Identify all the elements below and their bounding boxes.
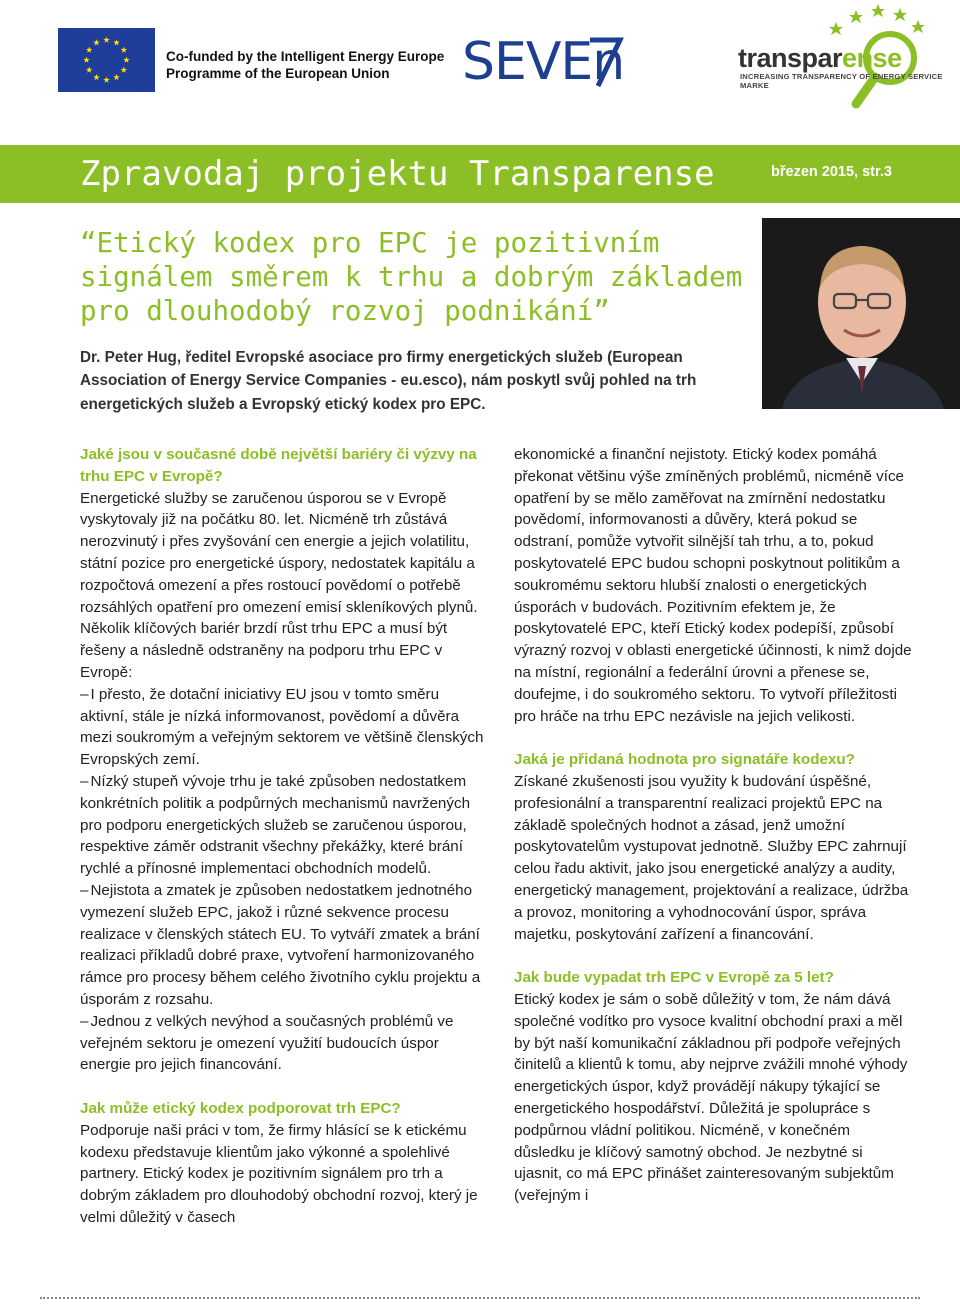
- eu-flag-icon: [58, 28, 155, 92]
- right-column: [514, 444, 914, 1207]
- answer-five-years: Etický kodex je sám o sobě důležitý v tom, že nám dává společné vodítko pro vysoce kvalitní obchodní praxi a měl by být naší komunikační základnou při podpoře veřejných činitelů a klientů k tomu, aby nejprve zvážili mnohé výhody energetických úspor, když provádějí nákupy týkající se energetického hospodářství. Důležitá je spolupráce s podpůrnou vládní politikou. Nicméně, v konečném důsledku je klíčový samotný obchod. Je nezbytné si ujasnit, co má EPC přinášet zainteresovaným subjektům (veřejným i: [514, 990, 908, 1205]
- spacer: [514, 945, 914, 967]
- article-lede: Dr. Peter Hug, ředitel Evropské asociace pro firmy energetických služeb (European Association of Energy Service Companies - eu.esco), nám poskytl svůj pohled na trh energetických služeb a Evropský etický kodex pro EPC.: [80, 349, 697, 413]
- wordmark-prefix: transpar: [738, 43, 843, 73]
- header-logos: [0, 0, 960, 112]
- transparense-wordmark: [738, 42, 902, 74]
- answer-code-support: Podporuje naši práci v tom, že firmy hlásící se k etickému kodexu představuje klientům jako výkonné a spolehlivé partnery. Etický kodex je pozitivním signálem pro trh a dobrým základem pro dlouhodobý obchodní rozvoj, který je velmi důležitý v časech: [80, 1121, 478, 1226]
- transparense-logo: [738, 0, 960, 112]
- newsletter-banner: [0, 145, 960, 203]
- left-column: [80, 444, 488, 1229]
- issue-date: březen 2015, str.3: [771, 164, 892, 180]
- cofund-line-1: Co-funded by the Intelligent Energy Europe: [166, 49, 445, 64]
- cofund-line-2: Programme of the European Union: [166, 66, 390, 81]
- spacer: [80, 1076, 488, 1098]
- barrier-item-definition: – Nejistota a zmatek je způsoben nedostatkem jednotného vymezení služeb EPC, jakož i různé sekvence procesu realizace v členských státech EU. To vytváří zmatek a brání realizaci příkladů dobré praxe, vytvoření harmonizovaného rámce pro procesy během celého životního cyklu projektu a úsporám z rozsahu.: [80, 880, 488, 1011]
- transparense-tagline: INCREASING TRANSPARENCY OF ENERGY SERVICE MARKE: [740, 72, 943, 90]
- question-five-years: Jak bude vypadat trh EPC v Evropě za 5 let?: [514, 969, 834, 987]
- barrier-item-public-sector: – Jednou z velkých nevýhod a současných problémů ve veřejném sektoru je omezení využití budoucích úspor energie pro jejich financování.: [80, 1011, 488, 1076]
- barrier-item-policy: – Nízký stupeň vývoje trhu je také způsoben nedostatkem konkrétních politik a podpůrných mechanismů navržených pro podporu energetických služeb se zaručenou úsporou, respektive záměr odstranit všechny překážky, které brání rychlé a přínosné implementaci obchodních modelů.: [80, 771, 488, 880]
- answer-code-support-continued: ekonomické a finanční nejistoty. Etický kodex pomáhá překonat většinu výše zmíněných problémů, nicméně více opatření by se mělo zaměřovat na zmírnění nedostatku povědomí, informovanosti a důvěry, která pokud se odstraní, pomůže vytvořit silnější tah trhu, a to, pokud poskytovatelé EPC budou schopni poskytnout politikům a soukromému sektoru hlubší znalosti o energetických úsporách v budovách. Pozitivním efektem je, že poskytovatelé EPC, kteří Etický kodex podepíší, způsobí výrazný rozvoj v oblasti energetické účinnosti, k nimž dojde na místní, regionální a federální úrovni a přenese se, doufejme, i do soukromého sektoru. To vytvoří příležitosti pro hráče na trhu EPC nezávisle na jejich velikosti.: [514, 446, 912, 725]
- answer-added-value: Získané zkušenosti jsou využity k budování úspěšné, profesionální a transparentní realizaci projektů EPC na základě společných hodnot a zásad, jenž umožní poskytovatelům vystupovat jednotně. Služby EPC zahrnují celou řadu aktivit, jako jsou energetické analýzy a audity, energetický management, projektování a realizace, údržba a provoz, monitoring a vyhodnocování úspor, správa majetku, poskytování zařízení a financování.: [514, 772, 909, 943]
- newsletter-title: Zpravodaj projektu Transparense: [80, 154, 715, 194]
- question-added-value: Jaká je přidaná hodnota pro signatáře kodexu?: [514, 751, 855, 769]
- portrait-photo: [762, 218, 960, 409]
- question-code-support: Jak může etický kodex podporovat trh EPC?: [80, 1099, 401, 1117]
- footer-dotted-rule: [40, 1297, 920, 1299]
- seven-logo: [462, 30, 642, 94]
- spacer: [514, 727, 914, 749]
- barrier-item-awareness: – I přesto, že dotační iniciativy EU jsou v tomto směru aktivní, stále je nízká informovanost, povědomí a důvěra mezi soukromým a veřejným sektorem ve většině členských Evropských zemí.: [80, 684, 488, 771]
- cofund-text: [166, 48, 444, 82]
- question-barriers: Jaké jsou v současné době největší bariéry či výzvy na trhu EPC v Evropě?: [80, 446, 477, 485]
- article-headline: “Etický kodex pro EPC je pozitivním signálem směrem k trhu a dobrým základem pro dlouhodobý rozvoj podnikání”: [80, 227, 743, 327]
- wordmark-suffix: ense: [842, 43, 902, 73]
- seven-seven-icon: [462, 30, 642, 94]
- answer-barriers: Energetické služby se zaručenou úsporou se v Evropě vyskytovaly již na počátku 80. let. Nicméně trh zůstává nerozvinutý i přes zvyšování cen energie a jejich volatilitu, státní pozice pro energetické úspory, nedostatek kapitálu a rozpočtová omezení a přes rostoucí povědomí o potřebě rozsáhlých opatření pro omezení emisí skleníkových plynů. Několik klíčových bariér brzdí růst trhu EPC a musí být řešeny a následně odstraněny na podporu trhu EPC v Evropě:: [80, 489, 478, 681]
- seven-logo-text: SEVEn: [462, 32, 625, 92]
